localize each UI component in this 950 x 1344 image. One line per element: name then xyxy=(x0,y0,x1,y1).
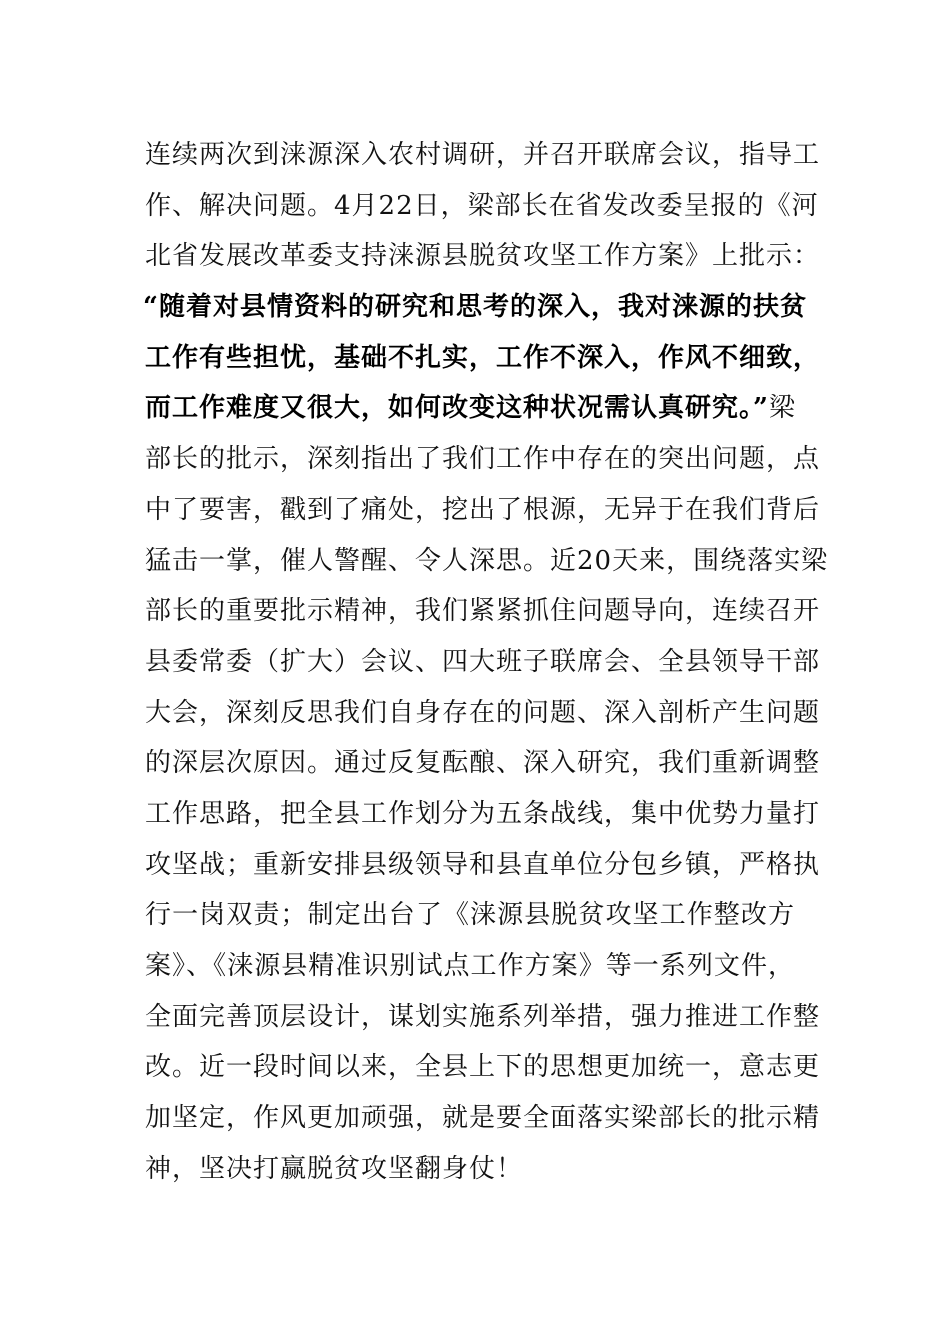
text-segment: 连续两次到涞源深入农村调研，并召开联席会议，指导工 xyxy=(145,140,821,170)
text-line xyxy=(145,840,821,891)
text-segment: 梁 xyxy=(768,393,796,424)
quote-line xyxy=(143,282,807,333)
text-segment: 部长的重要批示精神，我们紧紧抓住问题导向，连续召开 xyxy=(145,596,821,627)
text-line-last xyxy=(145,1144,795,1195)
text-line xyxy=(145,789,821,840)
quote-line xyxy=(145,383,795,434)
text-segment: 案》、《涞源县精准识别试点工作方案》等一系列文件， xyxy=(145,951,795,981)
text-line xyxy=(145,536,829,587)
text-line xyxy=(145,485,821,536)
text-line xyxy=(145,434,821,485)
text-segment: 攻坚战；重新安排县级领导和县直单位分包乡镇，严格执 xyxy=(145,849,821,880)
text-segment: 县委常委（扩大）会议、四大班子联席会、全县领导干部 xyxy=(145,646,821,677)
text-segment: 中了要害，戳到了痛处，挖出了根源，无异于在我们背后 xyxy=(145,494,821,525)
text-segment: 行一岗双责；制定出台了《涞源县脱贫攻坚工作整改方 xyxy=(145,900,795,931)
text-segment: 神，坚决打赢脱贫攻坚翻身仗！ xyxy=(145,1153,524,1184)
text-line xyxy=(145,231,821,282)
text-line xyxy=(145,130,821,181)
quote-segment: “随着对县情资料的研究和思考的深入，我对涞源的扶贫 xyxy=(143,292,807,323)
text-line xyxy=(145,738,821,789)
text-segment: 工作思路，把全县工作划分为五条战线，集中优势力量打 xyxy=(145,798,821,829)
text-segment: 大会，深刻反思我们自身存在的问题、深入剖析产生问题 xyxy=(145,697,821,728)
text-segment: 部长的批示，深刻指出了我们工作中存在的突出问题，点 xyxy=(145,444,821,475)
text-line xyxy=(145,1093,821,1144)
text-line xyxy=(145,586,821,637)
text-segment: 全面完善顶层设计，谋划实施系列举措，强力推进工作整 xyxy=(145,1001,821,1032)
text-segment: 的深层次原因。通过反复酝酿、深入研究，我们重新调整 xyxy=(145,748,821,779)
text-line xyxy=(145,637,821,688)
quote-line xyxy=(145,333,821,384)
text-line xyxy=(145,688,821,739)
text-segment: 北省发展改革委支持涞源县脱贫攻坚工作方案》上批示： xyxy=(145,241,821,272)
quote-segment: 而工作难度又很大，如何改变这种状况需认真研究。” xyxy=(145,393,769,424)
text-line xyxy=(145,941,795,992)
body-text xyxy=(143,130,829,1194)
text-line xyxy=(145,181,819,232)
text-segment: 加坚定，作风更加顽强，就是要全面落实梁部长的批示精 xyxy=(145,1103,821,1134)
text-segment: 改。近一段时间以来，全县上下的思想更加统一，意志更 xyxy=(145,1052,821,1083)
text-line xyxy=(145,1042,821,1093)
text-line xyxy=(145,890,795,941)
text-line xyxy=(145,992,821,1043)
quote-segment: 工作有些担忧，基础不扎实，工作不深入，作风不细致， xyxy=(145,342,821,373)
text-segment: 作、解决问题。4月22日，梁部长在省发改委呈报的《河 xyxy=(145,190,819,221)
text-segment: 猛击一掌，催人警醒、令人深思。近20天来，围绕落实梁 xyxy=(145,545,829,576)
